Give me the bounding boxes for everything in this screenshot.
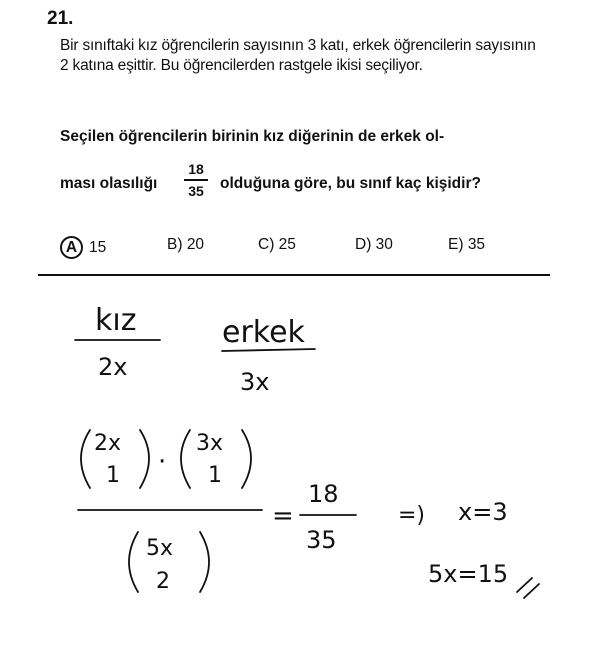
option-d-letter: D) [355, 236, 372, 253]
option-b-text: 20 [186, 236, 205, 253]
option-e-letter: E) [448, 236, 464, 253]
comb3-top: 5x [146, 536, 174, 561]
option-e-text: 35 [467, 236, 486, 253]
girl-count: 2x [98, 353, 128, 381]
girl-label: kız [95, 303, 137, 338]
question-stem: Bir sınıftaki kız öğrencilerin sayısının 3 katı, erkek öğrencilerin sayısının 2 katına eşittir. Bu öğrencilerden rastgele ikisi seçiliyor. [60, 37, 536, 74]
comb3-left-paren [129, 532, 138, 592]
comb1-left-paren [81, 430, 90, 488]
answer-mark-2 [524, 584, 539, 598]
option-a-marked-circle: A [60, 236, 83, 259]
comb3-right-paren [200, 532, 209, 592]
comb2-bottom: 1 [208, 463, 222, 488]
boy-label: erkek [222, 315, 305, 350]
option-d-text: 30 [375, 236, 393, 253]
boy-count: 3x [240, 368, 270, 396]
x-result: x=3 [458, 498, 508, 526]
comb1-bottom: 1 [106, 463, 120, 488]
equals-sign: = [272, 501, 294, 531]
comb3-bottom: 2 [156, 569, 170, 594]
implies-arrow: =) [398, 503, 426, 528]
comb2-right-paren [242, 430, 251, 488]
question-prompt-line2-start: ması olasılığı [60, 175, 158, 192]
option-a-text: 15 [89, 239, 107, 256]
dot: · [158, 447, 167, 477]
comb1-top: 2x [94, 431, 122, 456]
total-result: 5x=15 [428, 560, 509, 588]
rhs-numerator: 18 [308, 480, 339, 508]
answer-mark-1 [517, 578, 532, 592]
option-c-text: 25 [278, 236, 296, 253]
option-c-letter: C) [258, 236, 275, 253]
fraction-denominator: 35 [188, 182, 204, 199]
question-number: 21. [47, 8, 74, 29]
question-prompt-line1: Seçilen öğrencilerin birinin kız diğerinin de erkek ol- [60, 128, 445, 145]
fraction-numerator: 18 [188, 161, 204, 177]
rhs-denominator: 35 [306, 526, 337, 554]
comb2-top: 3x [196, 431, 224, 456]
comb2-left-paren [181, 430, 190, 488]
comb1-right-paren [140, 430, 149, 488]
option-b-letter: B) [167, 236, 183, 253]
question-prompt-line2-end: olduğuna göre, bu sınıf kaç kişidir? [220, 175, 481, 192]
